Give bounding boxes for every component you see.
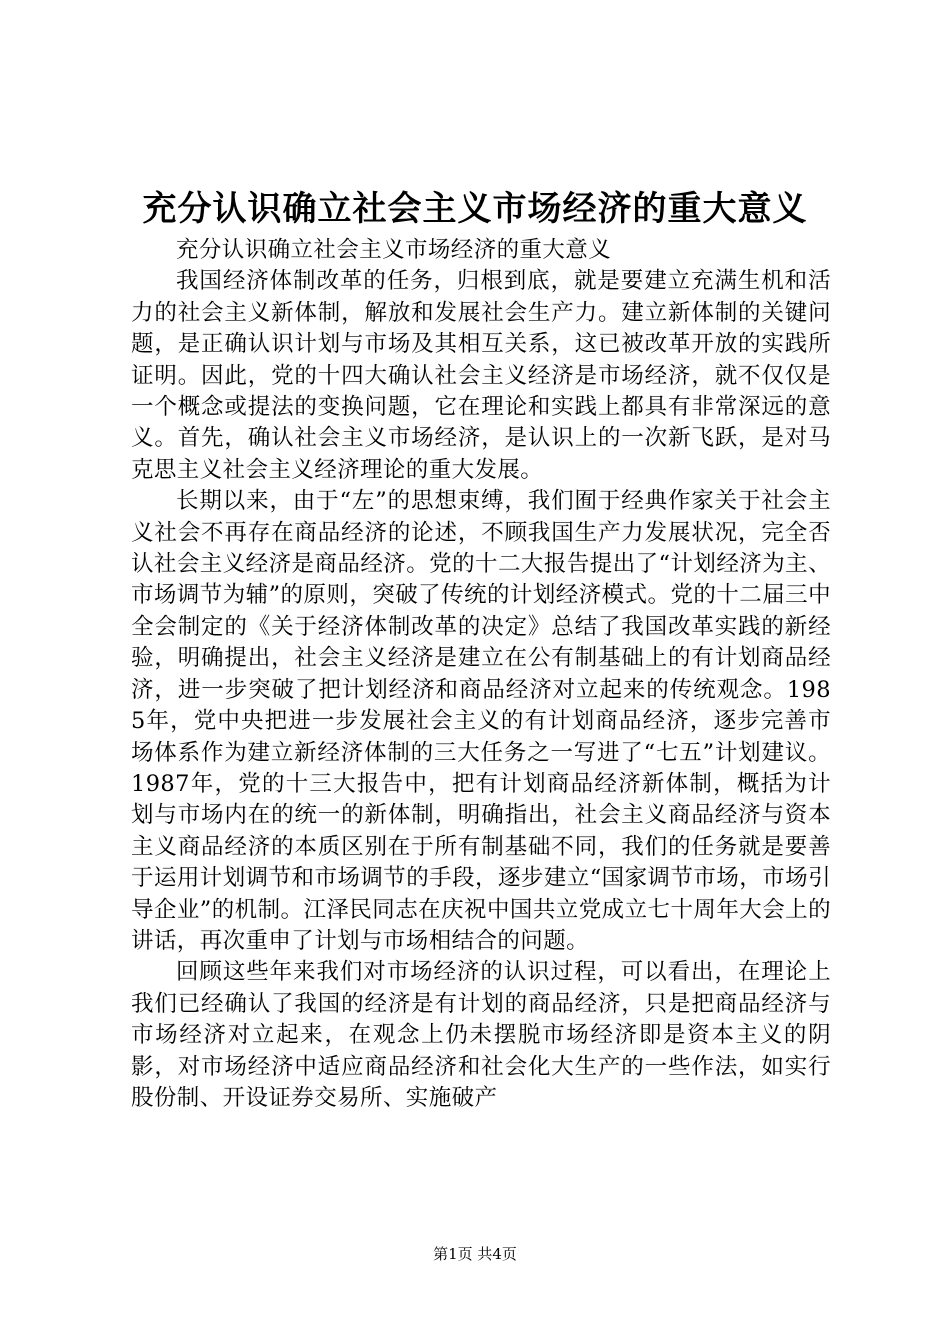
document-title: 充分认识确立社会主义市场经济的重大意义: [142, 189, 808, 229]
paragraph-subtitle: 充分认识确立社会主义市场经济的重大意义: [176, 237, 612, 263]
paragraph-2: 长期以来，由于“左”的思想束缚，我们囿于经典作家关于社会主义社会不再存在商品经济的论述，不顾我国生产力发展状况，完全否认社会主义经济是商品经济。党的十二大报告提出了“计划经济为主、市场调节为辅”的原则，突破了传统的计划经济模式。党的十二届三中全会制定的《关于经济体制改革的决定》总结了我国改革实践的新经验，明确提出，社会主义经济是建立在公有制基础上的有计划商品经济，进一步突破了把计划经济和商品经济对立起来的传统观念。1985年，党中央把进一步发展社会主义的有计划商品经济，逐步完善市场体系作为建立新经济体制的三大任务之一写进了“七五”计划建议。1987年，党的十三大报告中，把有计划商品经济新体制，概括为计划与市场内在的统一的新体制，明确指出，社会主义商品经济与资本主义商品经济的本质区别在于所有制基础不同，我们的任务就是要善于运用计划调节和市场调节的手段，逐步建立“国家调节市场，市场引导企业”的机制。江泽民同志在庆祝中国共立党成立七十周年大会上的讲话，再次重申了计划与市场相结合的问题。: [131, 488, 831, 954]
page-number-footer: 第1页 共4页: [433, 1245, 517, 1263]
paragraph-1: 我国经济体制改革的任务，归根到底，就是要建立充满生机和活力的社会主义新体制，解放和发展社会生产力。建立新体制的关键问题，是正确认识计划与市场及其相互关系，这已被改革开放的实践所证明。因此，党的十四大确认社会主义经济是市场经济，就不仅仅是一个概念或提法的变换问题，它在理论和实践上都具有非常深远的意义。首先，确认社会主义市场经济，是认识上的一次新飞跃，是对马克思主义社会主义经济理论的重大发展。: [131, 268, 831, 483]
paragraph-3: 回顾这些年来我们对市场经济的认识过程，可以看出，在理论上我们已经确认了我国的经济是有计划的商品经济，只是把商品经济与市场经济对立起来，在观念上仍未摆脱市场经济即是资本主义的阴影，对市场经济中适应商品经济和社会化大生产的一些作法，如实行股份制、开设证券交易所、实施破产: [131, 959, 831, 1111]
document-body: [131, 235, 831, 1114]
